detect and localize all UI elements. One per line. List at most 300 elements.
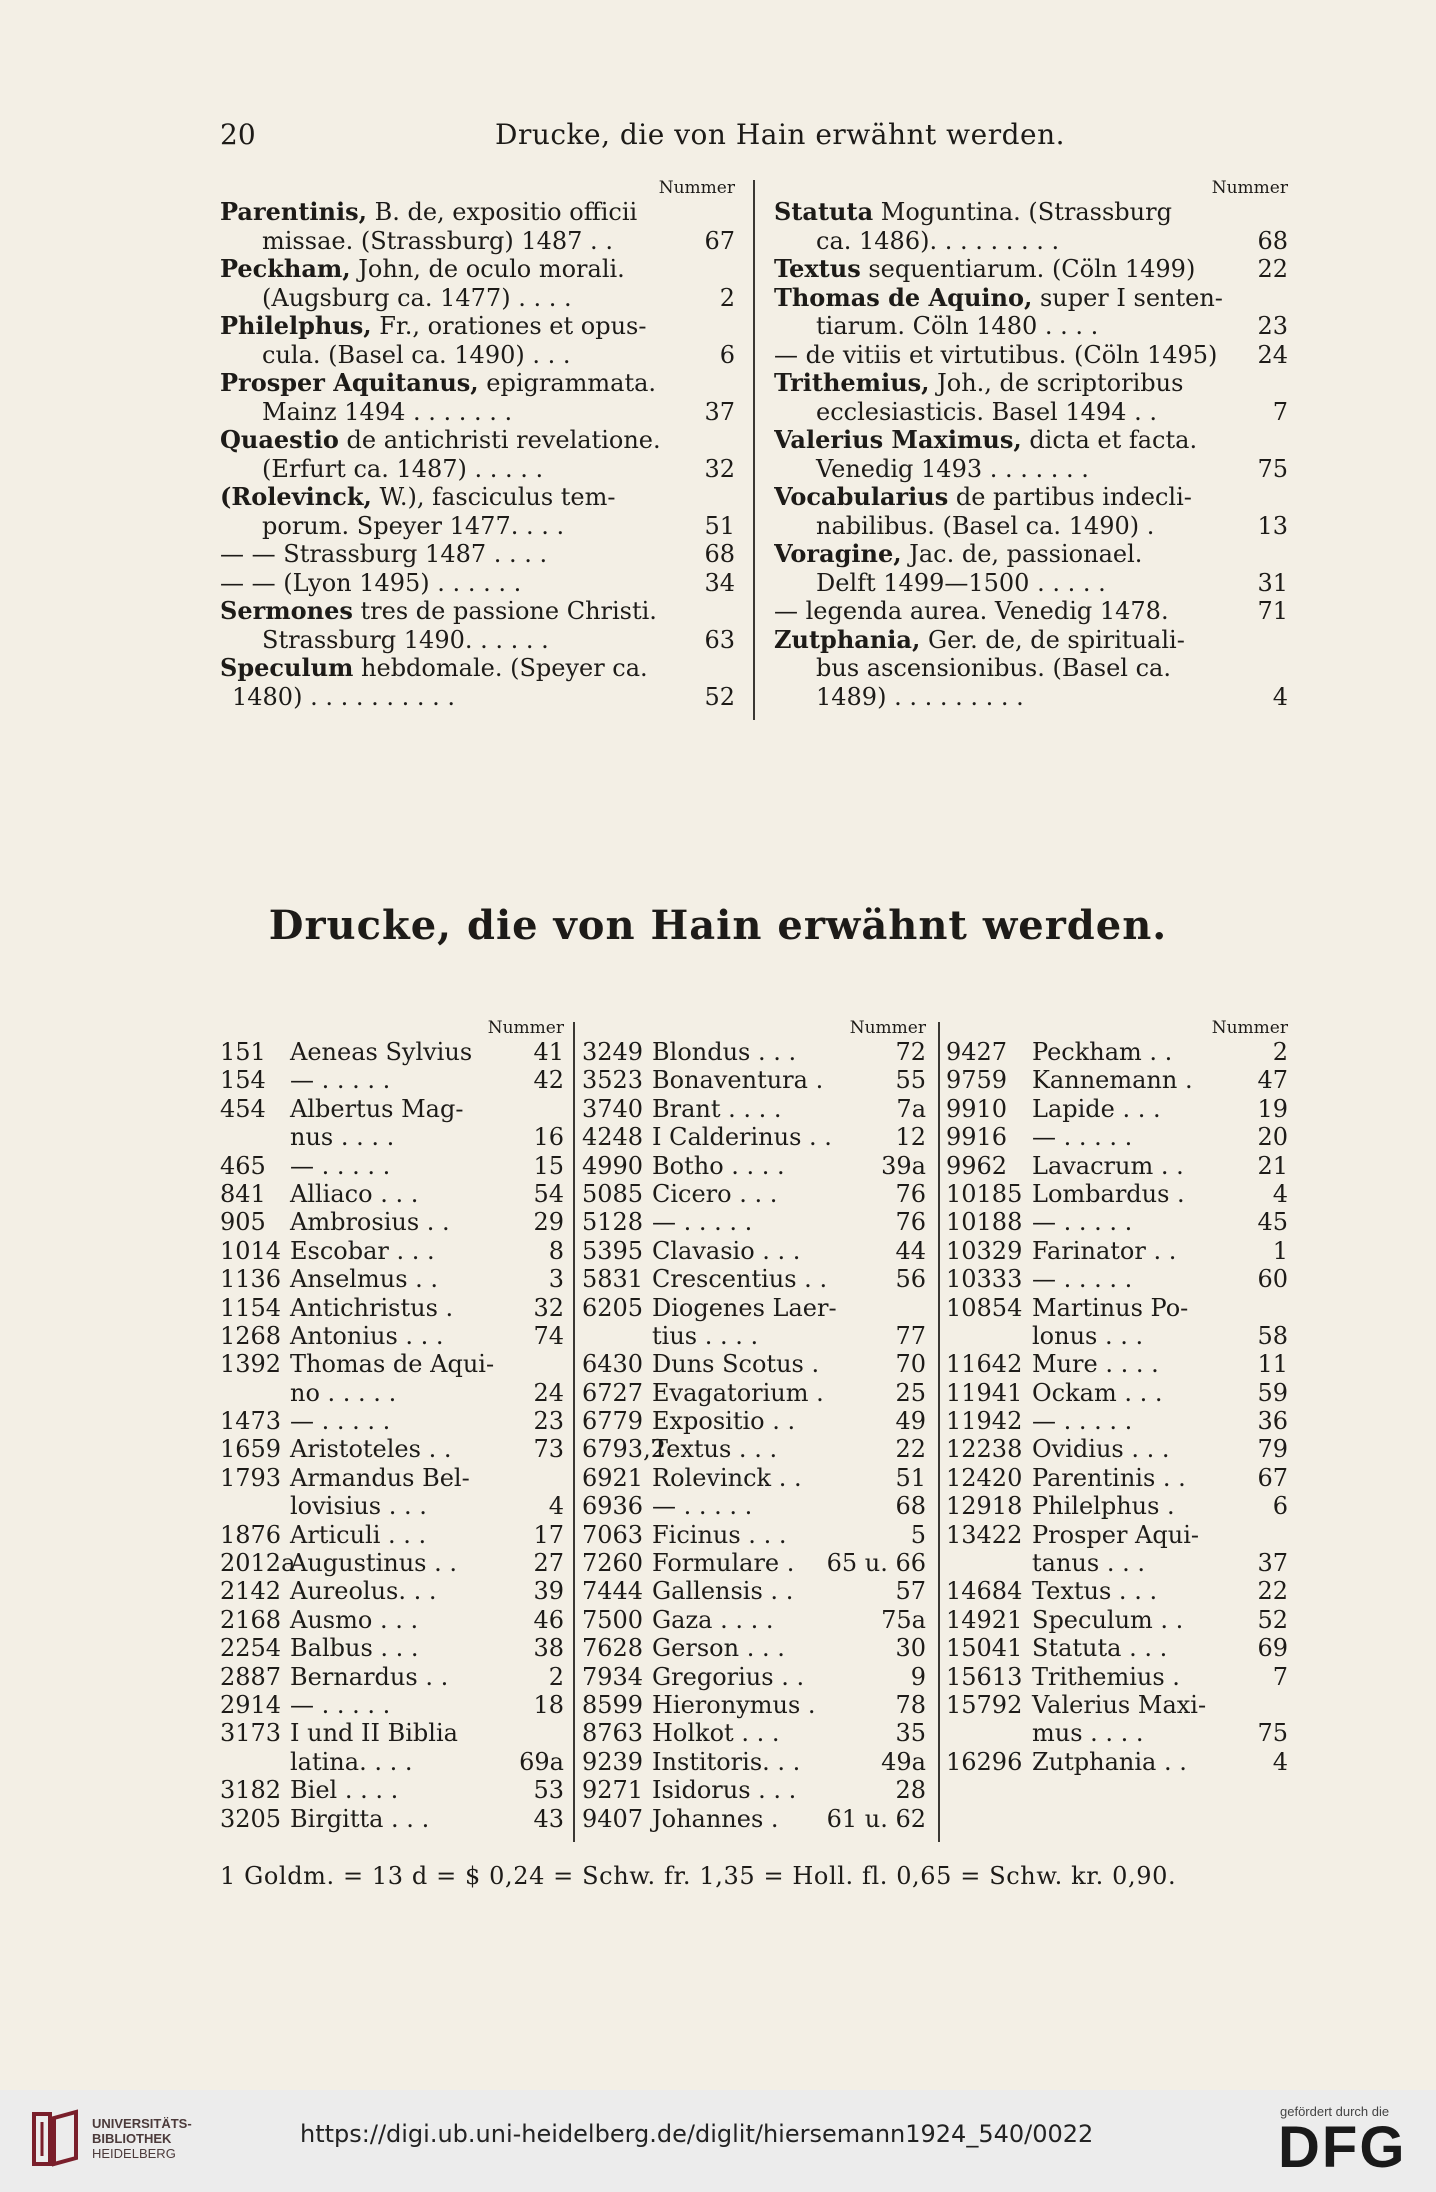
title-name: Ficinus . . . xyxy=(652,1520,787,1549)
catalogue-number: 60 xyxy=(1257,1265,1288,1294)
entry-line: missae. (Strassburg) 1487 . . xyxy=(262,226,613,255)
table-row xyxy=(946,1748,1288,1776)
catalogue-number: 4 xyxy=(1272,1747,1288,1776)
table-row xyxy=(220,1748,564,1776)
library-line: UNIVERSITÄTS- xyxy=(92,2116,192,2131)
title-name: Botho . . . . xyxy=(652,1151,785,1180)
table-row xyxy=(946,1237,1288,1265)
hain-number: 9916 xyxy=(946,1123,1008,1152)
entry-line: 1480) . . . . . . . . . . xyxy=(232,682,456,711)
catalogue-number: 72 xyxy=(895,1038,926,1066)
catalogue-number: 49a xyxy=(881,1747,926,1776)
title-name: Martinus Po- xyxy=(1032,1293,1189,1322)
table-row xyxy=(946,1577,1288,1605)
hain-number: 7063 xyxy=(582,1520,644,1549)
table-row xyxy=(220,1492,564,1520)
title-name: Philelphus . xyxy=(1032,1492,1175,1521)
hain-number: 3205 xyxy=(220,1804,282,1833)
upper-right-index xyxy=(774,178,1288,711)
index-entry xyxy=(220,483,735,540)
hain-number: 2887 xyxy=(220,1662,282,1691)
title-name: Valerius Maxi- xyxy=(1032,1690,1207,1719)
catalogue-number: 1 xyxy=(1272,1236,1288,1265)
title-name: Lavacrum . . xyxy=(1032,1151,1184,1180)
entry-number: 71 xyxy=(1257,597,1288,625)
entry-text: de antichristi revelatione. xyxy=(338,426,661,454)
title-name: Crescentius . . xyxy=(652,1265,828,1294)
table-row xyxy=(220,1322,564,1350)
entry-text: — de vitiis et virtutibus. (Cöln 1495) xyxy=(774,340,1218,369)
table-row xyxy=(946,1407,1288,1435)
table-row xyxy=(220,1805,564,1833)
title-name: Peckham . . xyxy=(1032,1038,1173,1066)
catalogue-number: 15 xyxy=(533,1151,564,1180)
catalogue-number: 39a xyxy=(881,1151,926,1180)
hain-number: 5831 xyxy=(582,1265,644,1294)
table-row xyxy=(220,1407,564,1435)
title-name: Diogenes Laer- xyxy=(652,1293,837,1322)
title-name: Textus . . . xyxy=(652,1435,778,1464)
hain-number: 5128 xyxy=(582,1208,644,1237)
hain-number: 10329 xyxy=(946,1236,1023,1265)
title-name: Textus . . . xyxy=(1032,1577,1158,1606)
entry-line xyxy=(220,426,735,455)
table-row xyxy=(220,1606,564,1634)
library-line: HEIDELBERG xyxy=(92,2146,176,2161)
index-entry xyxy=(774,483,1288,540)
catalogue-number: 49 xyxy=(895,1407,926,1436)
hain-number: 9759 xyxy=(946,1066,1008,1095)
catalogue-number: 78 xyxy=(895,1690,926,1719)
nummer-label: Nummer xyxy=(487,1018,564,1038)
title-name: Farinator . . xyxy=(1032,1236,1177,1265)
table-row xyxy=(220,1180,564,1208)
catalogue-number: 75a xyxy=(881,1605,926,1634)
page-number: 20 xyxy=(220,118,256,151)
table-column-2 xyxy=(582,1018,926,1833)
title-name: Cicero . . . xyxy=(652,1179,778,1208)
catalogue-number: 17 xyxy=(533,1520,564,1549)
table-row xyxy=(220,1095,564,1123)
entry-line: Mainz 1494 . . . . . . . xyxy=(262,397,513,426)
entry-line xyxy=(774,426,1288,455)
title-name: Mure . . . . xyxy=(1032,1350,1159,1379)
catalogue-number: 2 xyxy=(548,1662,564,1691)
entry-line: Venedig 1493 . . . . . . . xyxy=(816,454,1089,483)
index-entry xyxy=(774,255,1288,284)
nummer-label: Nummer xyxy=(1211,178,1288,198)
table-row xyxy=(220,1265,564,1293)
title-name: Aeneas Sylvius xyxy=(290,1038,473,1066)
hain-number: 7500 xyxy=(582,1605,644,1634)
title-name: Biel . . . . xyxy=(290,1776,399,1805)
entry-keyword: Philelphus, xyxy=(220,312,372,340)
catalogue-number: 67 xyxy=(1257,1463,1288,1492)
table-row xyxy=(582,1577,926,1605)
entry-line xyxy=(220,540,735,569)
hain-number: 10854 xyxy=(946,1293,1023,1322)
entry-number: 13 xyxy=(1257,511,1288,540)
hain-number: 1659 xyxy=(220,1435,282,1464)
catalogue-number: 47 xyxy=(1257,1066,1288,1095)
table-row xyxy=(220,1549,564,1577)
library-name xyxy=(92,2116,192,2161)
title-name: Balbus . . . xyxy=(290,1634,419,1663)
hain-number: 6921 xyxy=(582,1463,644,1492)
hain-number: 1014 xyxy=(220,1236,282,1265)
entry-text: dicta et facta. xyxy=(1021,426,1198,454)
running-header xyxy=(220,118,1286,158)
table-row xyxy=(582,1748,926,1776)
table-row xyxy=(946,1038,1288,1066)
title-name: I Calderinus . . xyxy=(652,1123,832,1152)
entry-text: — — Strassburg 1487 . . . . xyxy=(220,540,548,568)
catalogue-number: 61 u. 62 xyxy=(826,1804,926,1833)
catalogue-number: 73 xyxy=(533,1435,564,1464)
title-name: tius . . . . xyxy=(652,1321,759,1350)
entry-text: — legenda aurea. Venedig 1478. xyxy=(774,597,1169,625)
index-entry xyxy=(774,626,1288,712)
entry-keyword: Quaestio xyxy=(220,426,339,454)
entry-line xyxy=(220,369,735,398)
catalogue-number: 38 xyxy=(533,1634,564,1663)
title-name: tanus . . . xyxy=(1032,1549,1145,1578)
title-name: — . . . . . xyxy=(1032,1208,1133,1237)
title-name: Duns Scotus . xyxy=(652,1350,820,1379)
hain-number: 9271 xyxy=(582,1776,644,1805)
hain-number: 4990 xyxy=(582,1151,644,1180)
entry-line xyxy=(774,198,1288,227)
column-rule xyxy=(938,1022,940,1842)
hain-number: 2914 xyxy=(220,1690,282,1719)
hain-number: 8599 xyxy=(582,1690,644,1719)
entry-text: Moguntina. (Strassburg xyxy=(873,198,1172,226)
table-row xyxy=(946,1521,1288,1549)
title-name: Birgitta . . . xyxy=(290,1804,430,1833)
entry-number: 67 xyxy=(704,226,735,255)
hain-number: 7628 xyxy=(582,1634,644,1663)
entry-keyword: Parentinis, xyxy=(220,198,367,226)
table-row xyxy=(220,1379,564,1407)
title-name: Gregorius . . xyxy=(652,1662,805,1691)
title-name: Expositio . . xyxy=(652,1407,796,1436)
title-name: nus . . . . xyxy=(290,1123,395,1152)
entry-keyword: (Rolevinck, xyxy=(220,483,372,511)
hain-number: 4248 xyxy=(582,1123,644,1152)
entry-number: 75 xyxy=(1257,454,1288,483)
title-name: I und II Biblia xyxy=(290,1719,458,1748)
table-row xyxy=(946,1322,1288,1350)
entry-number: 22 xyxy=(1257,255,1288,283)
entry-line: Delft 1499—1500 . . . . . xyxy=(816,568,1106,597)
table-row xyxy=(582,1805,926,1833)
title-name: Gallensis . . xyxy=(652,1577,794,1606)
catalogue-number: 6 xyxy=(1272,1492,1288,1521)
entry-keyword: Valerius Maximus, xyxy=(774,426,1022,454)
table-row xyxy=(946,1152,1288,1180)
title-name: Institoris. . . xyxy=(652,1747,801,1776)
hain-number: 15613 xyxy=(946,1662,1023,1691)
table-column-1 xyxy=(220,1018,564,1833)
catalogue-number: 76 xyxy=(895,1208,926,1237)
hain-number: 9427 xyxy=(946,1038,1008,1066)
hain-number: 9962 xyxy=(946,1151,1008,1180)
catalogue-number: 32 xyxy=(533,1293,564,1322)
entry-line: ecclesiasticis. Basel 1494 . . xyxy=(816,397,1157,426)
entry-text: B. de, expositio officii xyxy=(366,198,638,226)
table-row xyxy=(220,1776,564,1804)
hain-number: 15041 xyxy=(946,1634,1023,1663)
catalogue-number: 28 xyxy=(895,1776,926,1805)
title-name: Blondus . . . xyxy=(652,1038,797,1066)
entry-line xyxy=(220,255,735,284)
title-name: — . . . . . xyxy=(652,1208,753,1237)
title-name: Ovidius . . . xyxy=(1032,1435,1170,1464)
table-row xyxy=(946,1492,1288,1520)
title-name: Antichristus . xyxy=(290,1293,454,1322)
entry-keyword: Thomas de Aquino, xyxy=(774,283,1033,312)
entry-number: 68 xyxy=(1257,226,1288,255)
entry-line: cula. (Basel ca. 1490) . . . xyxy=(262,340,571,369)
index-entry xyxy=(774,426,1288,483)
table-row xyxy=(946,1379,1288,1407)
catalogue-number: 22 xyxy=(1257,1577,1288,1606)
hain-number: 7260 xyxy=(582,1549,644,1578)
hain-number: 16296 xyxy=(946,1747,1023,1776)
title-name: Escobar . . . xyxy=(290,1236,435,1265)
title-name: Anselmus . . xyxy=(290,1265,439,1294)
entry-text: — — (Lyon 1495) . . . . . . xyxy=(220,568,522,597)
index-entry xyxy=(774,597,1288,626)
entry-line xyxy=(774,540,1288,569)
table-row xyxy=(582,1691,926,1719)
catalogue-number: 43 xyxy=(533,1804,564,1833)
entry-text: tres de passione Christi. xyxy=(352,597,657,625)
title-name: Formulare . xyxy=(652,1549,795,1578)
catalogue-number: 53 xyxy=(533,1776,564,1805)
hain-number: 7444 xyxy=(582,1577,644,1606)
hain-number: 10185 xyxy=(946,1179,1023,1208)
table-row xyxy=(946,1180,1288,1208)
table-row xyxy=(220,1237,564,1265)
entry-keyword: Zutphania, xyxy=(774,625,921,654)
entry-line xyxy=(220,312,735,341)
table-row xyxy=(220,1691,564,1719)
table-row xyxy=(946,1265,1288,1293)
entry-line xyxy=(774,483,1288,512)
hain-number: 9910 xyxy=(946,1094,1008,1123)
table-row xyxy=(220,1152,564,1180)
title-name: — . . . . . xyxy=(652,1492,753,1521)
title-name: Rolevinck . . xyxy=(652,1463,802,1492)
title-name: — . . . . . xyxy=(1032,1407,1133,1436)
entry-text: W.), fasciculus tem- xyxy=(371,483,616,511)
hain-number: 454 xyxy=(220,1094,266,1123)
table-row xyxy=(582,1123,926,1151)
entry-line xyxy=(774,341,1288,370)
table-row xyxy=(582,1407,926,1435)
dfg-logo: DFG xyxy=(1278,2115,1407,2180)
entry-text: John, de oculo morali. xyxy=(350,255,625,283)
table-row xyxy=(582,1237,926,1265)
index-entry xyxy=(220,597,735,654)
catalogue-number: 37 xyxy=(1257,1549,1288,1578)
entry-line: ca. 1486). . . . . . . . . xyxy=(816,226,1060,255)
table-row xyxy=(946,1294,1288,1322)
catalogue-number: 4 xyxy=(1272,1179,1288,1208)
table-row xyxy=(946,1095,1288,1123)
entry-number: 23 xyxy=(1257,312,1288,340)
catalogue-number: 41 xyxy=(533,1038,564,1066)
entry-keyword: Speculum xyxy=(220,654,354,682)
hain-number: 8763 xyxy=(582,1719,644,1748)
hain-number: 9239 xyxy=(582,1747,644,1776)
catalogue-number: 57 xyxy=(895,1577,926,1606)
table-row xyxy=(582,1549,926,1577)
title-name: Lombardus . xyxy=(1032,1179,1185,1208)
entry-line xyxy=(774,255,1288,284)
catalogue-number: 59 xyxy=(1257,1378,1288,1407)
title-name: Kannemann . xyxy=(1032,1066,1193,1095)
hain-number: 14684 xyxy=(946,1577,1023,1606)
hain-number: 10333 xyxy=(946,1265,1023,1294)
hain-number: 841 xyxy=(220,1179,266,1208)
entry-keyword: Peckham, xyxy=(220,255,351,283)
catalogue-number: 65 u. 66 xyxy=(826,1549,926,1578)
library-line: BIBLIOTHEK xyxy=(92,2131,172,2146)
catalogue-number: 36 xyxy=(1257,1407,1288,1436)
title-name: Alliaco . . . xyxy=(290,1179,419,1208)
entry-text: Fr., orationes et opus- xyxy=(371,312,647,340)
table-row xyxy=(946,1123,1288,1151)
table-row xyxy=(946,1549,1288,1577)
table-row xyxy=(582,1322,926,1350)
hain-number: 6793,2 xyxy=(582,1435,666,1464)
catalogue-number: 69 xyxy=(1257,1634,1288,1663)
title-name: — . . . . . xyxy=(1032,1123,1133,1152)
hain-number: 11942 xyxy=(946,1407,1023,1436)
catalogue-number: 30 xyxy=(895,1634,926,1663)
table-row xyxy=(946,1606,1288,1634)
hain-number: 2142 xyxy=(220,1577,282,1606)
hain-number: 5395 xyxy=(582,1236,644,1265)
hain-number: 12918 xyxy=(946,1492,1023,1521)
hain-number: 3182 xyxy=(220,1776,282,1805)
hain-number: 13422 xyxy=(946,1520,1023,1549)
section-title: Drucke, die von Hain erwähnt werden. xyxy=(268,902,1168,949)
catalogue-number: 8 xyxy=(548,1236,564,1265)
table-row xyxy=(220,1350,564,1378)
title-name: Antonius . . . xyxy=(290,1321,444,1350)
entry-line: tiarum. Cöln 1480 . . . . xyxy=(816,312,1099,340)
hain-number: 12420 xyxy=(946,1463,1023,1492)
title-name: lovisius . . . xyxy=(290,1492,427,1521)
entry-text: hebdomale. (Speyer ca. xyxy=(353,654,648,682)
hain-number: 465 xyxy=(220,1151,266,1180)
title-name: Armandus Bel- xyxy=(290,1463,470,1492)
entry-text: epigrammata. xyxy=(478,369,657,397)
title-name: Thomas de Aqui- xyxy=(290,1350,495,1379)
table-row xyxy=(220,1208,564,1236)
hain-number: 12238 xyxy=(946,1435,1023,1464)
entry-text: super I senten- xyxy=(1032,283,1223,312)
table-row xyxy=(582,1492,926,1520)
catalogue-number: 27 xyxy=(533,1549,564,1578)
title-name: latina. . . . xyxy=(290,1747,413,1776)
title-name: Hieronymus . xyxy=(652,1690,816,1719)
catalogue-number: 42 xyxy=(533,1066,564,1095)
table-row xyxy=(946,1350,1288,1378)
table-row xyxy=(582,1208,926,1236)
hain-number: 1793 xyxy=(220,1463,282,1492)
catalogue-number: 16 xyxy=(533,1123,564,1152)
table-row xyxy=(946,1208,1288,1236)
table-row xyxy=(946,1691,1288,1719)
entry-line xyxy=(774,284,1288,313)
title-name: Gerson . . . xyxy=(652,1634,785,1663)
index-entry xyxy=(774,369,1288,426)
hain-number: 2254 xyxy=(220,1634,282,1663)
hain-number: 151 xyxy=(220,1038,266,1066)
hain-number: 3249 xyxy=(582,1038,644,1066)
index-entry xyxy=(220,569,735,598)
hain-number: 3740 xyxy=(582,1094,644,1123)
table-row xyxy=(220,1435,564,1463)
table-row xyxy=(582,1719,926,1747)
permalink-url[interactable]: https://digi.ub.uni-heidelberg.de/diglit/hiersemann1924_540/0022 xyxy=(300,2120,1094,2148)
index-entry xyxy=(220,540,735,569)
table-row xyxy=(220,1577,564,1605)
title-name: Aristoteles . . xyxy=(290,1435,452,1464)
title-name: Ambrosius . . xyxy=(290,1208,450,1237)
entry-text: Ger. de, de spirituali- xyxy=(920,625,1185,654)
entry-text: Jac. de, passionael. xyxy=(901,540,1143,568)
entry-number: 37 xyxy=(704,397,735,426)
title-name: Evagatorium . xyxy=(652,1378,824,1407)
entry-line xyxy=(220,198,735,227)
table-row xyxy=(220,1521,564,1549)
table-row xyxy=(582,1066,926,1094)
catalogue-number: 44 xyxy=(895,1236,926,1265)
catalogue-number: 54 xyxy=(533,1179,564,1208)
hain-number: 154 xyxy=(220,1066,266,1095)
catalogue-number: 21 xyxy=(1257,1151,1288,1180)
hain-number: 6205 xyxy=(582,1293,644,1322)
nummer-label: Nummer xyxy=(658,178,735,198)
table-row xyxy=(220,1663,564,1691)
title-name: Lapide . . . xyxy=(1032,1094,1161,1123)
catalogue-number: 11 xyxy=(1257,1350,1288,1379)
title-name: Ausmo . . . xyxy=(290,1605,419,1634)
table-row xyxy=(582,1152,926,1180)
table-row xyxy=(582,1038,926,1066)
entry-line: nabilibus. (Basel ca. 1490) . xyxy=(816,511,1155,540)
catalogue-number: 18 xyxy=(533,1690,564,1719)
title-name: Articuli . . . xyxy=(290,1520,427,1549)
entry-keyword: Prosper Aquitanus, xyxy=(220,369,479,397)
table-row xyxy=(582,1180,926,1208)
entry-number: 68 xyxy=(704,540,735,568)
table-row xyxy=(582,1095,926,1123)
index-entry xyxy=(774,341,1288,370)
funder-caption: gefördert durch die xyxy=(1280,2104,1390,2119)
hain-number: 10188 xyxy=(946,1208,1023,1237)
catalogue-number: 25 xyxy=(895,1378,926,1407)
title-name: Statuta . . . xyxy=(1032,1634,1168,1663)
entry-text: Joh., de scriptoribus xyxy=(929,369,1184,397)
hain-number: 1154 xyxy=(220,1293,282,1322)
title-name: — . . . . . xyxy=(290,1151,391,1180)
